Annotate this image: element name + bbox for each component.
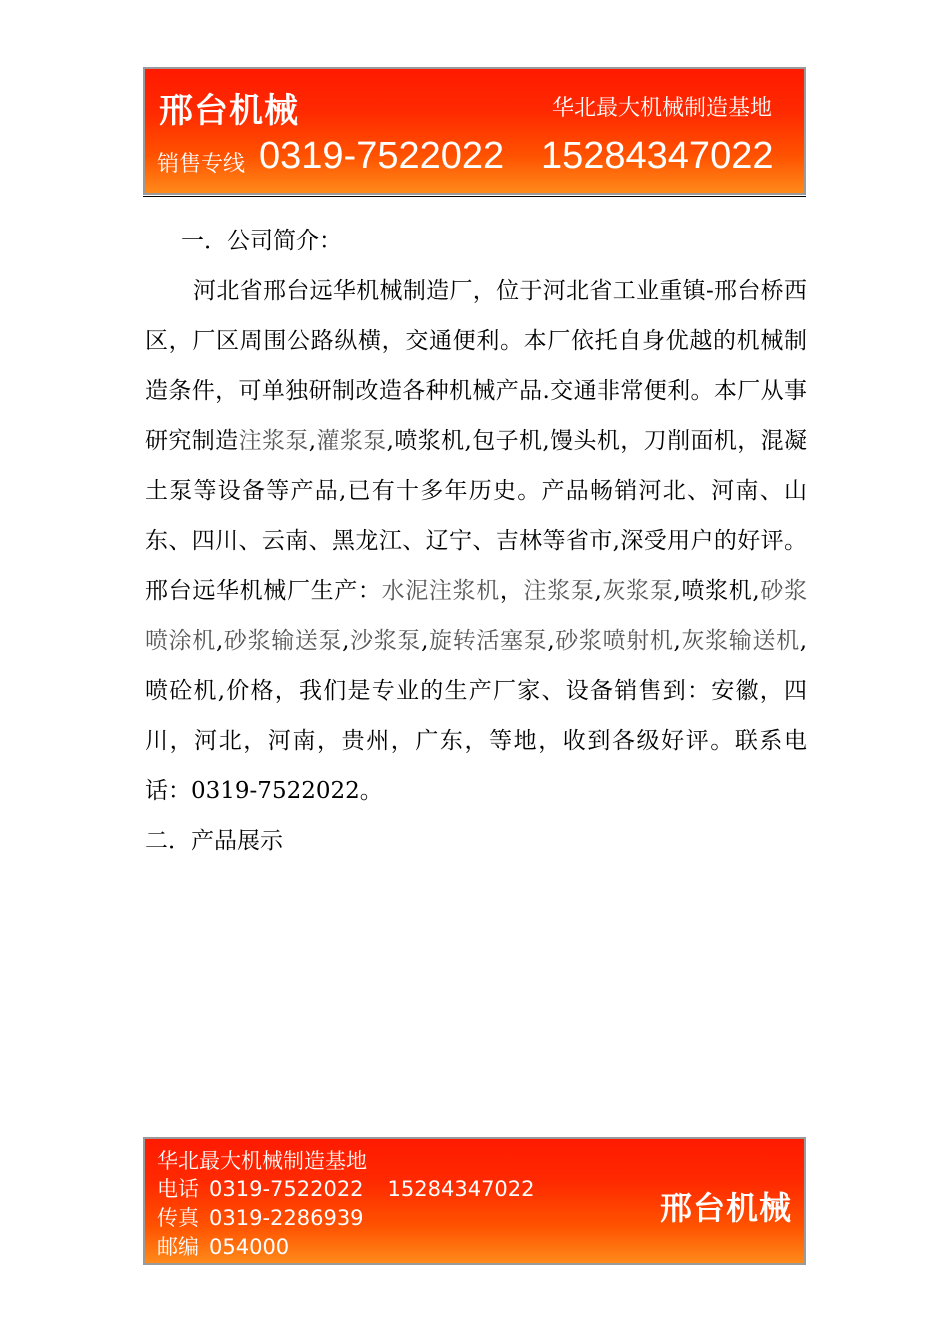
section-title-product-showcase: 二．产品展示: [145, 828, 283, 854]
separator: ,: [215, 628, 224, 654]
footer-slogan: 华北最大机械制造基地: [157, 1149, 367, 1173]
separator: ,: [308, 428, 317, 454]
sales-phone-landline: 0319-7522022: [259, 135, 505, 177]
footer-zip-code: 054000: [209, 1235, 290, 1259]
header-divider: [143, 196, 806, 197]
product-link-cement-grouting-machine[interactable]: 水泥注浆机: [381, 578, 500, 604]
product-link-sand-slurry-pump[interactable]: 沙浆泵: [349, 628, 422, 654]
footer-tel-landline: 0319-7522022: [209, 1177, 364, 1201]
product-link-mortar-pump[interactable]: 灰浆泵: [601, 578, 674, 604]
banner-brand: 邢台机械: [159, 91, 299, 131]
footer-zip-line: [157, 1231, 289, 1261]
banner-slogan: 华北最大机械制造基地: [551, 96, 772, 121]
footer-banner: [143, 1137, 806, 1265]
product-link-mortar-spraying-machine[interactable]: 砂浆喷涂机: [145, 578, 808, 654]
footer-tel-line: [157, 1173, 535, 1203]
section-title-company-intro: 一．公司简介：: [181, 228, 342, 254]
footer-zip-label: 邮编: [157, 1235, 199, 1259]
product-link-mortar-sprayer[interactable]: 砂浆喷射机: [554, 628, 674, 654]
footer-fax-line: [157, 1202, 364, 1232]
intro-text: ,喷砼机,价格，我们是专业的生产厂家、设备销售到：安徽，四川，河北，河南，贵州，广东，等地，收到各级好评。联系电话：0319-7522022。: [145, 628, 808, 804]
product-link-grouting-pump-2[interactable]: 注浆泵: [523, 578, 595, 604]
sales-hotline-label: 销售专线: [157, 152, 246, 177]
footer-fax-number: 0319-2286939: [209, 1206, 364, 1230]
separator: ,: [594, 578, 602, 604]
footer-tel-mobile: 15284347022: [387, 1177, 535, 1201]
separator: ,: [421, 628, 429, 654]
separator: ，: [499, 578, 524, 604]
separator: ,: [547, 628, 555, 654]
intro-text: 河北省邢台远华机械制造厂，位于河北省工业重镇-邢台桥西区，厂区周围公路纵横，交通便利。本厂依托自身优越的机械制造条件，可单独研制改造各种机械产品.交通非常便利。本厂从事研究制造: [145, 278, 807, 454]
footer-tel-label: 电话: [157, 1177, 199, 1201]
intro-text: ,喷浆机,包子机,馒头机，刀削面机，混凝土泵等设备等产品,已有十多年历史。产品畅销河北、河南、山东、四川、云南、黑龙江、辽宁、吉林等省市,深受用户的好评。邢台远华机械厂生产：: [145, 428, 808, 604]
separator: ,喷浆机,: [673, 578, 760, 604]
company-intro-paragraph: [145, 266, 807, 816]
product-link-rotary-piston-pump[interactable]: 旋转活塞泵: [428, 628, 548, 654]
footer-brand: 邢台机械: [659, 1189, 792, 1227]
product-link-mortar-delivery-pump[interactable]: 砂浆输送泵: [223, 628, 343, 654]
separator: ,: [342, 628, 350, 654]
header-banner: [143, 67, 806, 195]
product-link-grouting-pump[interactable]: 注浆泵: [238, 428, 309, 454]
footer-fax-label: 传真: [157, 1206, 199, 1230]
product-link-injection-pump[interactable]: 灌浆泵: [316, 428, 387, 454]
separator: ,: [673, 628, 681, 654]
product-link-mortar-conveyor[interactable]: 灰浆输送机: [680, 628, 800, 654]
document-body: [145, 216, 807, 866]
sales-phone-mobile: 15284347022: [541, 135, 774, 177]
